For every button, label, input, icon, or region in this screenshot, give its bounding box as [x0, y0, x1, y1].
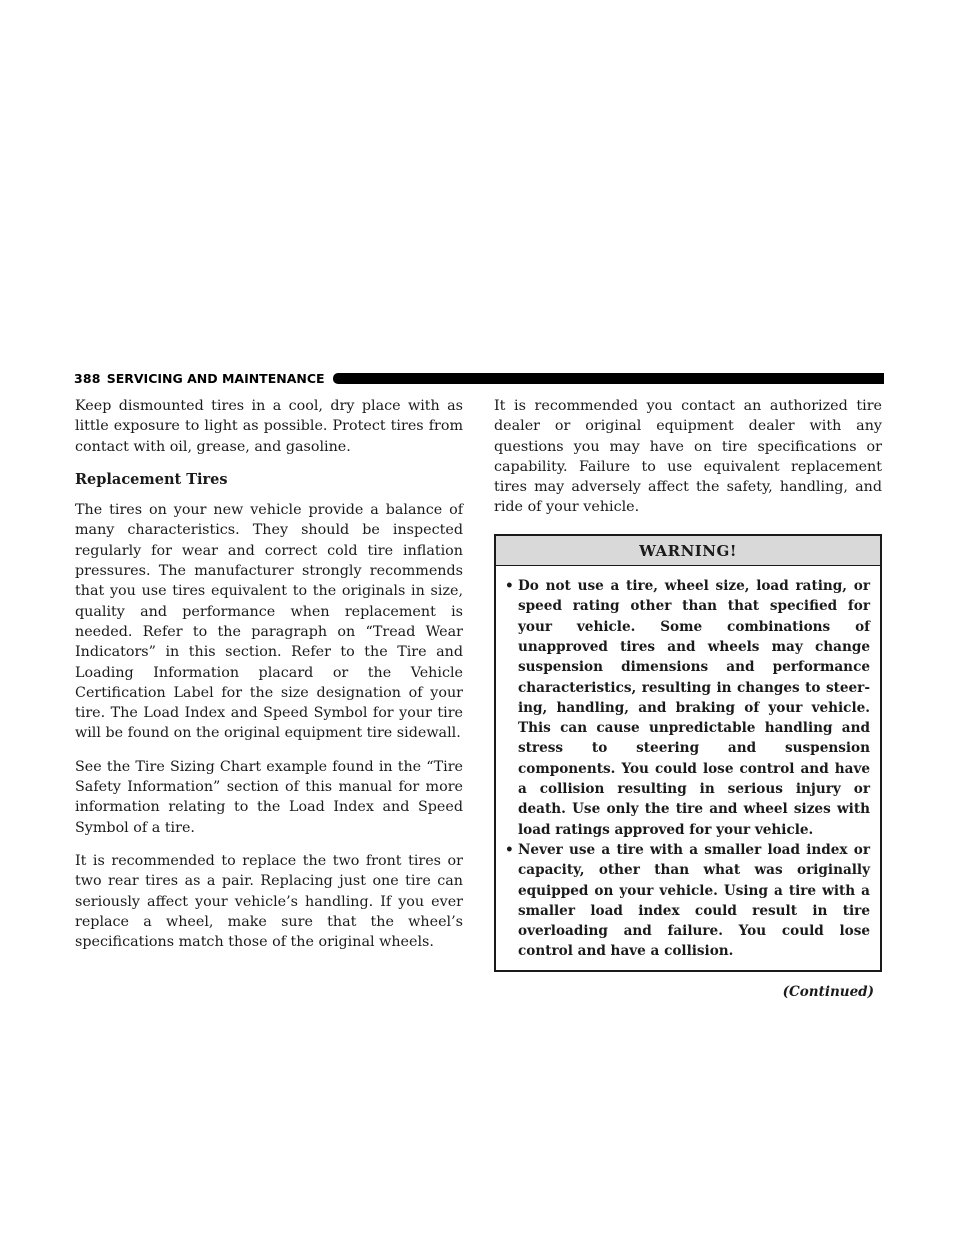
continued-label: (Continued) — [782, 983, 874, 1000]
warning-item-text: Never use a tire with a smaller load index or capacity, other than what was originally equipped on your vehicle. Using a tire with a smaller load index could result in tire overloading and failure. You could lose control and have a collision. — [518, 841, 870, 960]
pair-replacement-paragraph: It is recommended to replace the two front tires or two rear tires as a pair. Replacing just one tire can seriously affect your vehicle’s handling. If you ever replace a wheel, make sure that the wheel’s specifications match those of the original wheels. — [75, 852, 463, 951]
section-title: SERVICING AND MAINTENANCE — [106, 370, 325, 386]
replacement-tires-heading: Replacement Tires — [75, 470, 228, 488]
left-column — [75, 396, 463, 965]
warning-list — [496, 566, 880, 970]
dealer-contact-paragraph: It is recommended you contact an authorized tire dealer or original equipment dealer with any questions you may have on tire specifications or capability. Failure to use equivalent replacement tires may adversely affect the safety, handling, and ride of your vehicle. — [494, 398, 882, 516]
storage-paragraph: Keep dismounted tires in a cool, dry place with as little exposure to light as possible. Protect tires from contact with oil, grease, and gasoline. — [75, 398, 463, 455]
page-header — [74, 370, 884, 386]
warning-item-text: Do not use a tire, wheel size, load rating, or speed rating other than that specified for your vehicle. Some combinations of unapproved tires and wheels may change suspension dimensions and performance characteristics, resulting in changes to steering, handling, and braking of your vehicle. This can cause unpredictable handling and stress to steering and suspension components. You could lose control and have a collision resulting in serious injury or death. Use only the tire and wheel sizes with load ratings approved for your vehicle. — [518, 578, 870, 838]
bullet-icon: • — [505, 578, 514, 595]
warning-item — [506, 840, 870, 962]
warning-box — [494, 534, 882, 972]
warning-title: WARNING! — [496, 536, 880, 566]
bullet-icon: • — [505, 841, 514, 858]
page-number: 388 — [74, 370, 101, 386]
warning-item — [506, 576, 870, 840]
header-rule — [333, 373, 884, 384]
sizing-chart-paragraph: See the Tire Sizing Chart example found in the “Tire Safety Information” section of this manual for more information relating to the Load Index and Speed Symbol of a tire. — [75, 758, 463, 836]
right-column — [494, 396, 882, 1002]
replacement-paragraph: The tires on your new vehicle provide a balance of many characteristics. They should be inspected regularly for wear and correct cold tire inflation pressures. The manufacturer strongly recommends that you use tires equivalent to the originals in size, quality and performance when replacement is needed. Refer to the paragraph on “Tread Wear Indicators” in this section. Refer to the Tire and Loading Information placard or the Vehicle Certification Label for the size designation of your tire. The Load Index and Speed Symbol for your tire will be found on the original equipment tire sidewall. — [75, 502, 463, 742]
